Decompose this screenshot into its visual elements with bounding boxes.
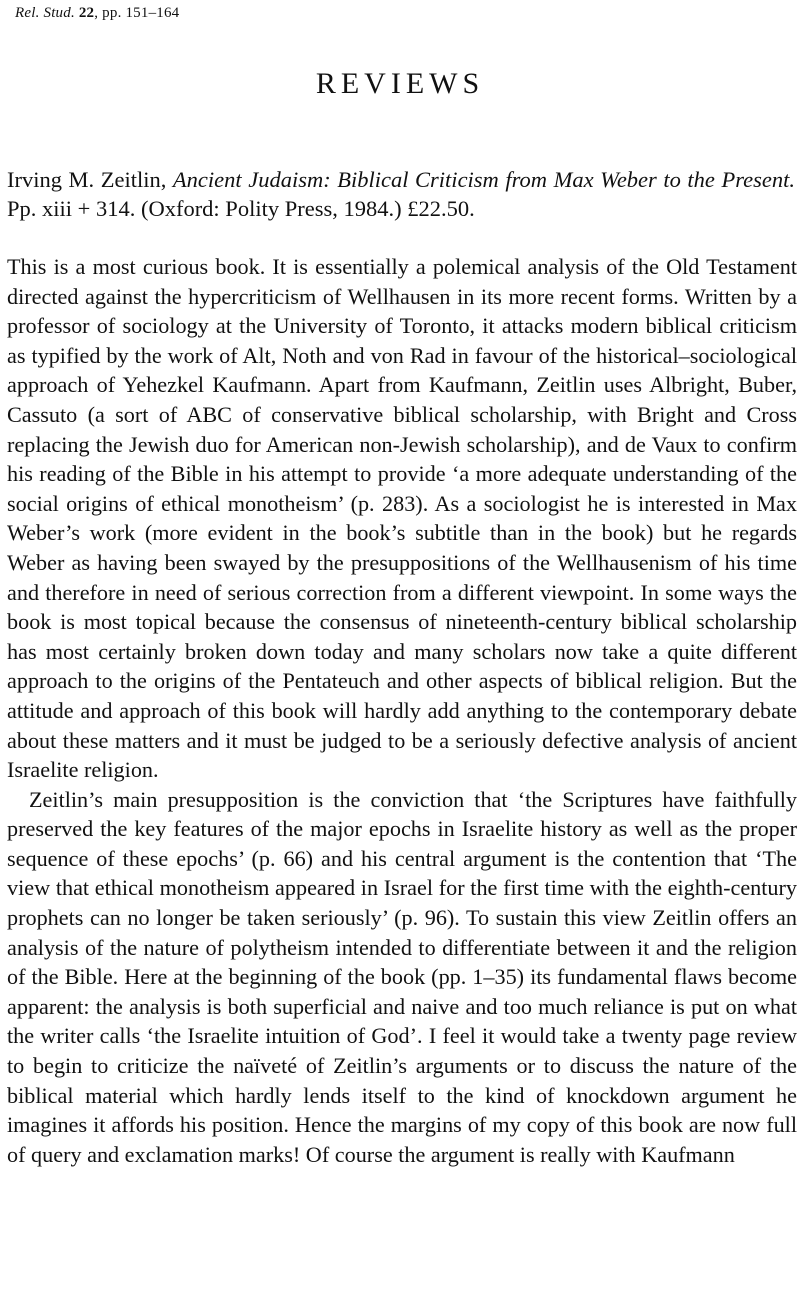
book-citation	[7, 165, 795, 223]
review-paragraph-1: This is a most curious book. It is essentially a polemical analysis of the Old Testament directed against the hypercriticism of Wellhausen in its more recent forms. Written by a professor of sociology at the University of Toronto, it attacks modern biblical criticism as typified by the work of Alt, Noth and von Rad in favour of the historical–sociological approach of Yehezkel Kaufmann. Apart from Kaufmann, Zeitlin uses Albright, Buber, Cassuto (a sort of ABC of conservative biblical scholarship, with Bright and Cross replacing the Jewish duo for American non-Jewish scholarship), and de Vaux to confirm his reading of the Bible in his attempt to provide ‘a more adequate understanding of the social origins of ethical monotheism’ (p. 283). As a sociologist he is interested in Max Weber’s work (more evident in the book’s subtitle than in the book) but he regards Weber as having been swayed by the presuppositions of the Wellhausenism of his time and therefore in need of serious correction from a different viewpoint. In some ways the book is most topical because the consensus of nineteenth-century biblical scholarship has most certainly broken down today and many scholars now take a quite different approach to the origins of the Pentateuch and other aspects of biblical religion. But the attitude and approach of this book will hardly add anything to the contemporary debate about these matters and it must be judged to be a seriously defective analysis of ancient Israelite religion.	[7, 254, 797, 783]
volume-number: 22	[78, 5, 95, 21]
review-body	[7, 252, 797, 1169]
citation-author: Irving M. Zeitlin,	[7, 167, 173, 192]
citation-book-title: Ancient Judaism: Biblical Criticism from Max Weber to the Present.	[172, 167, 795, 192]
journal-abbreviation: Rel. Stud.	[15, 5, 75, 21]
citation-publication-details: Pp. xiii + 314. (Oxford: Polity Press, 1984.) £22.50.	[7, 196, 475, 221]
review-paragraph-2: Zeitlin’s main presupposition is the conviction that ‘the Scriptures have faithfully preserved the key features of the major epochs in Israelite history as well as the proper sequence of these epochs’ (p. 66) and his central argument is the contention that ‘The view that ethical monotheism appeared in Israel for the first time with the eighth-century prophets can no longer be taken seriously’ (p. 96). To sustain this view Zeitlin offers an analysis of the nature of polytheism intended to differentiate between it and the religion of the Bible. Here at the beginning of the book (pp. 1–35) its fundamental flaws become apparent: the analysis is both superficial and naive and too much reliance is put on what the writer calls ‘the Israelite intuition of God’. I feel it would take a twenty page review to begin to criticize the naïveté of Zeitlin’s arguments or to discuss the nature of the biblical material which hardly lends itself to the kind of knockdown argument he imagines it affords his position. Hence the margins of my copy of this book are now full of query and exclamation marks! Of course the argument is really with Kaufmann	[7, 786, 797, 1167]
section-title: REVIEWS	[315, 67, 485, 100]
page-range: , pp. 151–164	[94, 5, 180, 21]
running-head	[15, 4, 179, 22]
